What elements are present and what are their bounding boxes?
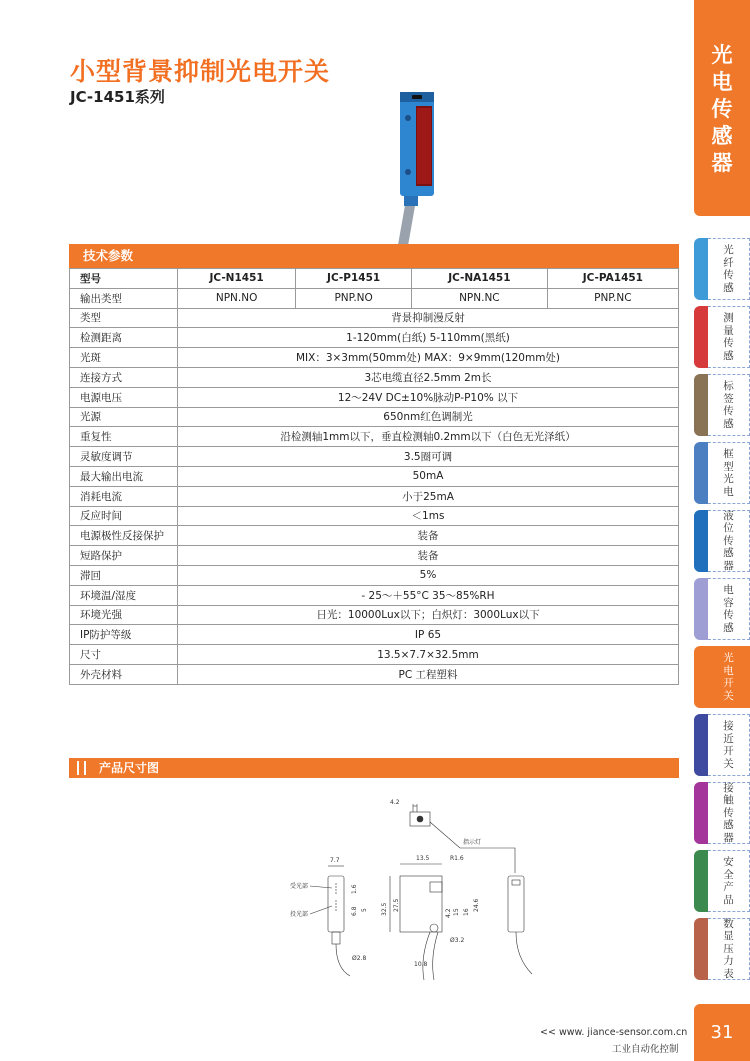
side-tab-char: 压 xyxy=(723,942,734,955)
side-tab-char: 型 xyxy=(723,460,734,473)
side-tab-char: 感 xyxy=(723,281,734,294)
dim-label: R1.6 xyxy=(450,855,464,862)
table-row xyxy=(70,387,679,407)
side-tab-char: 传 xyxy=(723,337,734,349)
spec-label: IP防护等级 xyxy=(70,625,178,645)
table-row xyxy=(70,605,679,625)
side-tab-char: 光 xyxy=(723,652,734,664)
side-tab-label xyxy=(708,442,750,504)
product-image xyxy=(386,88,446,248)
side-tab-label xyxy=(708,714,750,776)
table-row xyxy=(70,348,679,368)
side-tab-char: 电 xyxy=(723,664,734,677)
side-tab-color-bar xyxy=(694,578,708,640)
main-category-label: 光 电 传 感 器 xyxy=(711,43,733,175)
main-category-tab[interactable] xyxy=(694,0,750,216)
side-tab-color-bar xyxy=(694,918,708,980)
dim-label: Ø2.8 xyxy=(352,955,367,962)
spec-value: 沿检测轴1mm以下，垂直检测轴0.2mm以下（白色无光泽纸） xyxy=(178,427,679,447)
side-tab-item[interactable] xyxy=(694,442,750,504)
table-row xyxy=(70,546,679,566)
side-tab-color-bar xyxy=(694,442,708,504)
table-row xyxy=(70,427,679,447)
spec-value: MIX：3×3mm(50mm处) MAX：9×9mm(120mm处) xyxy=(178,348,679,368)
side-tab-char: 签 xyxy=(723,392,734,405)
spec-table xyxy=(69,268,679,685)
side-tab-item[interactable] xyxy=(694,782,750,844)
dim-label: 32.5 xyxy=(381,902,388,916)
side-tab-char: 传 xyxy=(723,806,734,819)
spec-label: 短路保护 xyxy=(70,546,178,566)
spec-label: 灵敏度调节 xyxy=(70,447,178,467)
spec-value: 装备 xyxy=(178,546,679,566)
model-label: 型号 xyxy=(70,269,178,289)
side-tab-label xyxy=(708,578,750,640)
side-tab-char: 关 xyxy=(723,689,734,702)
side-tab-label xyxy=(708,510,750,572)
spec-value: 650nm红色调制光 xyxy=(178,407,679,427)
dimension-header-label: 产品尺寸图 xyxy=(99,761,160,775)
spec-label: 检测距离 xyxy=(70,328,178,348)
side-tab-item[interactable] xyxy=(694,714,750,776)
side-tab-char: 产 xyxy=(723,881,734,893)
side-tab-color-bar xyxy=(694,510,708,572)
side-tab-item[interactable] xyxy=(694,510,750,572)
side-tab-char: 光 xyxy=(723,244,734,256)
model-cell: JC-NA1451 xyxy=(412,269,548,289)
side-tab-char: 传 xyxy=(723,609,734,621)
output-cell: NPN.NC xyxy=(412,288,548,308)
spec-value: 1-120mm(白纸) 5-110mm(黑纸) xyxy=(178,328,679,348)
side-tab-char: 品 xyxy=(723,893,734,906)
side-tab-item[interactable] xyxy=(694,646,750,708)
spec-value: ＜1ms xyxy=(178,506,679,526)
spec-label: 重复性 xyxy=(70,427,178,447)
footer-subtitle: 工业自动化控制 xyxy=(612,1044,679,1055)
side-tab-char: 感 xyxy=(723,547,734,560)
side-tab-color-bar xyxy=(694,714,708,776)
spec-value: PC 工程塑料 xyxy=(178,664,679,684)
dim-label: 15 xyxy=(453,908,460,916)
output-cell: NPN.NO xyxy=(178,288,296,308)
side-tab-char: 数 xyxy=(723,917,734,930)
dim-label: Ø3.2 xyxy=(450,937,465,944)
table-row xyxy=(70,328,679,348)
side-tab-color-bar xyxy=(694,374,708,436)
dim-label: 13.5 xyxy=(416,855,430,862)
side-tab-char: 位 xyxy=(723,522,734,535)
table-row xyxy=(70,367,679,387)
side-tab-char: 容 xyxy=(723,596,734,609)
header-marks-icon xyxy=(77,761,95,775)
side-tab-char: 关 xyxy=(723,757,734,770)
dim-label: 5 xyxy=(361,908,368,912)
side-tab-char: 感 xyxy=(723,621,734,634)
spec-value: 13.5×7.7×32.5mm xyxy=(178,645,679,665)
spec-label: 环境温/湿度 xyxy=(70,585,178,605)
table-row xyxy=(70,308,679,328)
spec-value: 背景抑制漫反射 xyxy=(178,308,679,328)
output-label: 输出类型 xyxy=(70,288,178,308)
spec-label: 反应时间 xyxy=(70,506,178,526)
side-tab-char: 标 xyxy=(723,380,734,392)
side-tab-item[interactable] xyxy=(694,306,750,368)
spec-label: 尺寸 xyxy=(70,645,178,665)
table-row-model xyxy=(70,269,679,289)
side-tab-color-bar xyxy=(694,646,708,708)
spec-label: 滞回 xyxy=(70,565,178,585)
dim-label: 10.8 xyxy=(414,961,428,968)
dim-label: 16 xyxy=(463,908,470,916)
footer-url[interactable]: << www. jiance-sensor.com.cn xyxy=(540,1027,688,1038)
side-tab-char: 传 xyxy=(723,534,734,547)
spec-label: 消耗电流 xyxy=(70,486,178,506)
side-tab-color-bar xyxy=(694,238,708,300)
dim-label: 受光部 xyxy=(290,883,309,890)
side-tab-label xyxy=(708,782,750,844)
table-row xyxy=(70,625,679,645)
spec-label: 光斑 xyxy=(70,348,178,368)
spec-value: - 25～＋55°C 35～85%RH xyxy=(178,585,679,605)
side-tab-char: 感 xyxy=(723,417,734,430)
spec-value: 小于25mA xyxy=(178,486,679,506)
side-tab-char: 近 xyxy=(723,732,734,745)
spec-value: IP 65 xyxy=(178,625,679,645)
table-row xyxy=(70,664,679,684)
side-tab-char: 传 xyxy=(723,405,734,417)
table-row xyxy=(70,526,679,546)
table-row xyxy=(70,645,679,665)
dim-label: 指示灯 xyxy=(463,839,482,846)
spec-label: 外壳材料 xyxy=(70,664,178,684)
side-tab-char: 器 xyxy=(723,831,734,844)
spec-value: 50mA xyxy=(178,466,679,486)
side-tab-char: 测 xyxy=(723,312,734,324)
dimension-drawing xyxy=(270,788,540,988)
spec-label: 环境光强 xyxy=(70,605,178,625)
spec-value: 3芯电缆直径2.5mm 2m长 xyxy=(178,367,679,387)
side-tab-char: 感 xyxy=(723,349,734,362)
spec-label: 电源极性反接保护 xyxy=(70,526,178,546)
side-tab-label xyxy=(708,374,750,436)
table-row xyxy=(70,447,679,467)
spec-value: 3.5圈可调 xyxy=(178,447,679,467)
side-tab-item[interactable] xyxy=(694,918,750,980)
table-row xyxy=(70,506,679,526)
side-tab-item[interactable] xyxy=(694,374,750,436)
side-tab-char: 力 xyxy=(723,955,734,968)
spec-value: 日光：10000Lux以下；白炽灯：3000Lux以下 xyxy=(178,605,679,625)
side-tab-char: 安 xyxy=(723,856,734,868)
spec-value: 12～24V DC±10%脉动P-P10% 以下 xyxy=(178,387,679,407)
side-tab-label xyxy=(708,306,750,368)
table-row-output xyxy=(70,288,679,308)
dimension-section-header xyxy=(69,758,679,778)
output-cell: PNP.NC xyxy=(547,288,678,308)
table-row xyxy=(70,565,679,585)
side-tab-char: 接 xyxy=(723,720,734,732)
side-tab-item[interactable] xyxy=(694,578,750,640)
side-tab-char: 表 xyxy=(723,967,734,980)
side-tab-item[interactable] xyxy=(694,238,750,300)
side-tab-char: 量 xyxy=(723,324,734,337)
spec-label: 连接方式 xyxy=(70,367,178,387)
side-tab-item[interactable] xyxy=(694,850,750,912)
dim-label: 投光部 xyxy=(290,911,309,918)
dim-label: 4.2 xyxy=(390,799,400,806)
spec-label: 光源 xyxy=(70,407,178,427)
dim-label: 27.5 xyxy=(393,898,400,912)
side-tab-char: 触 xyxy=(723,794,734,807)
page-number: 31 xyxy=(694,1004,750,1061)
side-tab-label xyxy=(708,918,750,980)
dim-label: 7.7 xyxy=(330,857,340,864)
side-tab-char: 光 xyxy=(723,473,734,485)
table-row xyxy=(70,585,679,605)
side-tab-char: 传 xyxy=(723,269,734,281)
side-tab-char: 电 xyxy=(723,485,734,498)
side-tab-color-bar xyxy=(694,306,708,368)
dim-label: 4.2 xyxy=(445,908,452,918)
dim-label: 6.8 xyxy=(351,906,358,916)
side-tab-color-bar xyxy=(694,782,708,844)
side-tab-char: 感 xyxy=(723,819,734,832)
side-tab-char: 液 xyxy=(723,509,734,522)
table-row xyxy=(70,407,679,427)
model-cell: JC-P1451 xyxy=(296,269,412,289)
side-tab-color-bar xyxy=(694,850,708,912)
side-tab-label xyxy=(708,646,750,708)
series-subtitle: JC-1451系列 xyxy=(70,88,165,106)
spec-value: 装备 xyxy=(178,526,679,546)
spec-label: 类型 xyxy=(70,308,178,328)
spec-section-header: 技术参数 xyxy=(69,244,679,268)
side-tab-char: 开 xyxy=(723,677,734,689)
dim-label: 24.6 xyxy=(473,898,480,912)
side-tab-char: 电 xyxy=(723,584,734,596)
side-tab-char: 纤 xyxy=(723,256,734,269)
model-cell: JC-PA1451 xyxy=(547,269,678,289)
output-cell: PNP.NO xyxy=(296,288,412,308)
side-tab-char: 显 xyxy=(723,930,734,943)
side-tab-label xyxy=(708,850,750,912)
side-tab-char: 全 xyxy=(723,868,734,881)
table-row xyxy=(70,486,679,506)
side-tab-char: 器 xyxy=(723,559,734,572)
page-title: 小型背景抑制光电开关 xyxy=(70,57,331,86)
spec-label: 最大输出电流 xyxy=(70,466,178,486)
spec-value: 5% xyxy=(178,565,679,585)
model-cell: JC-N1451 xyxy=(178,269,296,289)
dim-label: 1.6 xyxy=(351,884,358,894)
side-tab-char: 框 xyxy=(723,448,734,460)
spec-label: 电源电压 xyxy=(70,387,178,407)
side-tab-label xyxy=(708,238,750,300)
side-tab-char: 接 xyxy=(723,781,734,794)
side-tab-char: 开 xyxy=(723,745,734,757)
table-row xyxy=(70,466,679,486)
